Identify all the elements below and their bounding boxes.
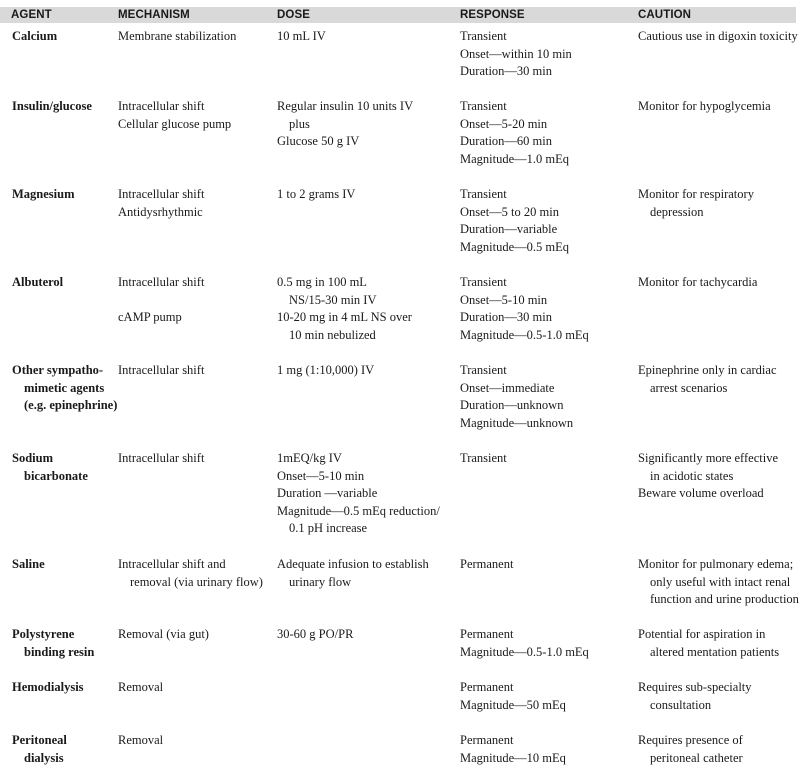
response-text: Permanent — [460, 680, 514, 694]
response-text: Magnitude—10 mEq — [460, 750, 566, 765]
caution-text: function and urine production — [650, 592, 799, 607]
response-text: Duration—variable — [460, 222, 558, 237]
dose-cell — [277, 186, 355, 204]
response-text: Onset—5-10 min — [460, 292, 548, 307]
mechanism-text: Removal (via gut) — [118, 627, 209, 641]
agent-cell — [12, 28, 57, 46]
response-cell — [460, 28, 572, 81]
dose-text: 0.1 pH increase — [289, 521, 368, 536]
mechanism-text: Intracellular shift — [118, 99, 205, 113]
mechanism-cell — [118, 556, 263, 591]
response-text: Permanent — [460, 733, 514, 747]
mechanism-cell — [118, 362, 204, 380]
dose-text: Adequate infusion to establish — [277, 557, 429, 571]
dose-text: 10 mL IV — [277, 29, 326, 43]
caution-cell — [638, 679, 752, 714]
response-text: Duration—unknown — [460, 398, 564, 413]
caution-text: Cautious use in digoxin toxicity — [638, 29, 798, 43]
caution-text: depression — [650, 204, 704, 219]
mechanism-text: cAMP pump — [118, 310, 182, 325]
response-cell — [460, 679, 566, 714]
response-cell — [460, 186, 569, 256]
response-text: Duration—30 min — [460, 64, 553, 79]
caution-cell — [638, 186, 754, 221]
caution-text: Monitor for pulmonary edema; — [638, 557, 794, 571]
dose-text: plus — [289, 116, 310, 131]
caution-cell — [638, 98, 771, 116]
dose-text: Duration —variable — [277, 486, 378, 501]
dose-text: 1 to 2 grams IV — [277, 187, 356, 201]
agent-text: Polystyrene — [12, 627, 75, 641]
dose-text: 10-20 mg in 4 mL NS over — [277, 310, 412, 325]
dose-text: 30-60 g PO/PR — [277, 627, 354, 641]
caution-text: Monitor for respiratory — [638, 187, 754, 201]
agent-text: Saline — [12, 557, 45, 571]
response-text: Transient — [460, 187, 507, 201]
mechanism-text: Intracellular shift — [118, 275, 205, 289]
mechanism-text: removal (via urinary flow) — [130, 574, 263, 589]
agent-text: dialysis — [24, 750, 64, 765]
dose-cell — [277, 28, 326, 46]
dose-cell — [277, 556, 429, 591]
table-header — [0, 7, 796, 23]
agent-text: Hemodialysis — [12, 680, 84, 694]
response-text: Onset—5-20 min — [460, 116, 548, 131]
response-cell — [460, 274, 589, 344]
response-text: Onset—within 10 min — [460, 46, 572, 61]
mechanism-text: Cellular glucose pump — [118, 116, 232, 131]
caution-text: Monitor for tachycardia — [638, 275, 758, 289]
header-dose: DOSE — [277, 9, 310, 21]
agent-text: Albuterol — [12, 275, 64, 289]
header-caution: CAUTION — [638, 9, 692, 21]
response-text: Permanent — [460, 627, 514, 641]
dose-text: 10 min nebulized — [289, 327, 376, 342]
agent-text: bicarbonate — [24, 468, 88, 483]
response-text: Onset—5 to 20 min — [460, 204, 559, 219]
response-text: Magnitude—0.5-1.0 mEq — [460, 644, 589, 659]
dose-cell — [277, 362, 374, 380]
agent-text: Sodium — [12, 451, 53, 465]
response-cell — [460, 450, 507, 468]
mechanism-text: Membrane stabilization — [118, 29, 237, 43]
response-text: Magnitude—0.5 mEq — [460, 239, 570, 254]
response-text: Transient — [460, 451, 507, 465]
caution-text: altered mentation patients — [650, 644, 780, 659]
response-cell — [460, 626, 589, 661]
header-response: RESPONSE — [460, 9, 525, 21]
caution-text: Beware volume overload — [638, 486, 764, 501]
agent-text: binding resin — [24, 644, 95, 659]
header-agent: AGENT — [11, 9, 52, 21]
dose-text: Glucose 50 g IV — [277, 134, 360, 149]
agent-text: (e.g. epinephrine) — [24, 398, 118, 413]
dose-text: 1mEQ/kg IV — [277, 451, 342, 465]
mechanism-text: Intracellular shift and — [118, 557, 226, 571]
caution-text: Potential for aspiration in — [638, 627, 766, 641]
agent-text: mimetic agents — [24, 380, 105, 395]
dose-cell — [277, 274, 412, 344]
caution-cell — [638, 362, 777, 397]
dose-text: 1 mg (1:10,000) IV — [277, 363, 375, 377]
caution-cell — [638, 556, 799, 609]
dose-text: Magnitude—0.5 mEq reduction/ — [277, 503, 440, 518]
caution-text: Requires sub-specialty — [638, 680, 752, 694]
dose-text: Onset—5-10 min — [277, 468, 365, 483]
response-text: Permanent — [460, 557, 514, 571]
caution-cell — [638, 732, 743, 767]
caution-text: Monitor for hypoglycemia — [638, 99, 771, 113]
agent-cell — [12, 732, 67, 767]
agent-text: Peritoneal — [12, 733, 67, 747]
header-mechanism: MECHANISM — [118, 9, 190, 21]
agent-cell — [12, 679, 84, 697]
response-text: Transient — [460, 29, 507, 43]
response-cell — [460, 556, 513, 574]
agent-cell — [12, 274, 63, 292]
agent-text: Insulin/glucose — [12, 99, 92, 113]
agent-cell — [12, 450, 88, 485]
agent-text: Other sympatho- — [12, 363, 104, 377]
agent-text: Calcium — [12, 29, 58, 43]
caution-text: Significantly more effective — [638, 451, 778, 465]
mechanism-cell — [118, 732, 163, 750]
caution-text: only useful with intact renal — [650, 574, 791, 589]
mechanism-text: Antidysrhythmic — [118, 204, 203, 219]
mechanism-text: Intracellular shift — [118, 451, 205, 465]
dose-text: Regular insulin 10 units IV — [277, 99, 414, 113]
mechanism-cell — [118, 28, 236, 46]
mechanism-text: Intracellular shift — [118, 187, 205, 201]
response-cell — [460, 732, 566, 767]
response-text: Onset—immediate — [460, 380, 555, 395]
caution-text: in acidotic states — [650, 468, 734, 483]
caution-text: Requires presence of — [638, 733, 743, 747]
caution-text: Epinephrine only in cardiac — [638, 363, 777, 377]
response-text: Duration—30 min — [460, 310, 553, 325]
response-text: Magnitude—1.0 mEq — [460, 151, 570, 166]
mechanism-text: Removal — [118, 680, 164, 694]
response-text: Magnitude—0.5-1.0 mEq — [460, 327, 589, 342]
response-text: Magnitude—unknown — [460, 415, 574, 430]
response-text: Transient — [460, 363, 507, 377]
caution-text: arrest scenarios — [650, 380, 728, 395]
mechanism-cell — [118, 98, 231, 133]
caution-cell — [638, 274, 757, 292]
dose-text: urinary flow — [289, 574, 352, 589]
response-text: Transient — [460, 275, 507, 289]
mechanism-cell — [118, 450, 204, 468]
caution-cell — [638, 626, 779, 661]
agent-cell — [12, 186, 75, 204]
response-cell — [460, 362, 573, 432]
mechanism-cell — [118, 274, 204, 327]
response-cell — [460, 98, 569, 168]
spacer — [118, 292, 204, 310]
mechanism-cell — [118, 186, 204, 221]
dose-cell — [277, 98, 413, 151]
caution-text: consultation — [650, 697, 712, 712]
agent-cell — [12, 626, 94, 661]
response-text: Transient — [460, 99, 507, 113]
dose-text: NS/15-30 min IV — [289, 292, 377, 307]
mechanism-text: Intracellular shift — [118, 363, 205, 377]
agent-cell — [12, 362, 117, 415]
caution-cell — [638, 28, 798, 46]
mechanism-cell — [118, 626, 209, 644]
mechanism-text: Removal — [118, 733, 164, 747]
response-text: Duration—60 min — [460, 134, 553, 149]
agent-cell — [12, 556, 45, 574]
dose-text: 0.5 mg in 100 mL — [277, 275, 367, 289]
caution-text: peritoneal catheter — [650, 750, 743, 765]
response-text: Magnitude—50 mEq — [460, 697, 566, 712]
dose-cell — [277, 626, 353, 644]
agent-text: Magnesium — [12, 187, 75, 201]
mechanism-cell — [118, 679, 163, 697]
dose-cell — [277, 450, 440, 538]
agent-cell — [12, 98, 92, 116]
caution-cell — [638, 450, 778, 503]
